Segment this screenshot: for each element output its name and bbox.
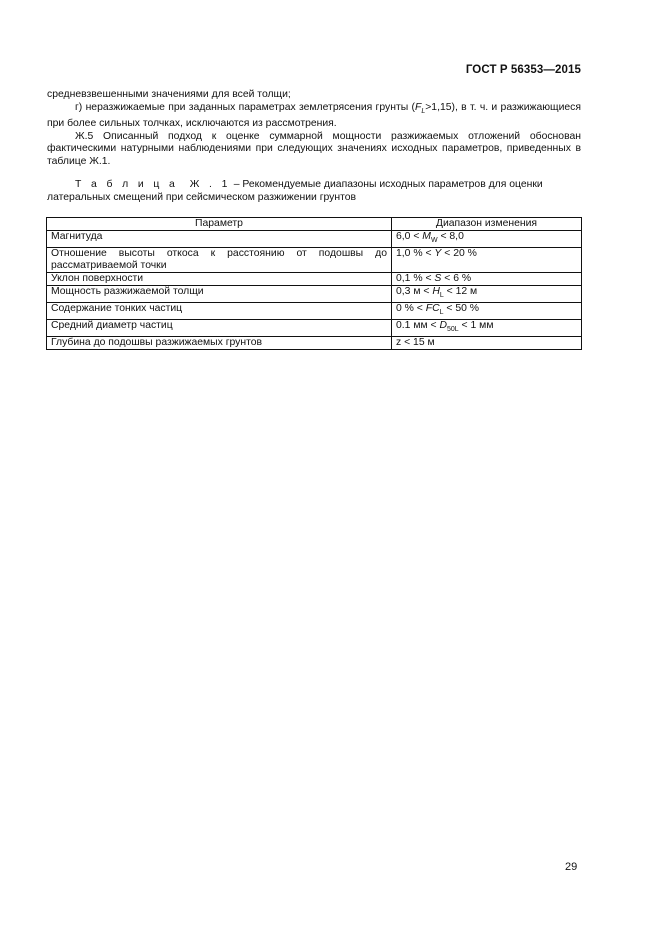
page-number: 29 [565, 861, 578, 873]
column-header-parameter: Параметр [47, 218, 392, 231]
body-text [47, 89, 581, 169]
parameter-cell: Содержание тонких частиц [47, 303, 392, 320]
paragraph-3: Ж.5 Описанный подход к оценке суммарной мощности разжижаемых отложений обоснован фактическими натурными наблюдениями при следующих значениях исходных параметров, приведенных в таблице Ж.1. [47, 130, 581, 168]
table-caption-number: Ж . 1 [189, 179, 231, 190]
document-code: ГОСТ Р 56353—2015 [465, 64, 581, 76]
table-row [47, 337, 582, 350]
table-row [47, 286, 582, 303]
table-header-row [47, 218, 582, 231]
range-cell: 0,3 $м < H_L < 12$ м [392, 286, 582, 303]
column-header-range: Диапазон изменения [392, 218, 582, 231]
parameter-cell: Отношение высоты откоса к расстоянию от подошвы до рассматриваемой точки [47, 248, 392, 273]
table-row [47, 248, 582, 273]
parameter-cell: Средний диаметр частиц [47, 320, 392, 337]
parameter-cell: Магнитуда [47, 231, 392, 248]
range-cell: 1,0 % < Y < 20 % [392, 248, 582, 273]
table-caption-label: Т а б л и ц а [75, 179, 179, 190]
range-cell: z < 15 м [392, 337, 582, 350]
table-row [47, 320, 582, 337]
range-cell: 0.1 мм < $D_{50L} < 1$ мм [392, 320, 582, 337]
parameters-table [46, 217, 582, 350]
table-row [47, 303, 582, 320]
table-body [47, 231, 582, 350]
range-cell: $6,0 < M_W < 8,0$ [392, 231, 582, 248]
parameter-cell: Мощность разжижаемой толщи [47, 286, 392, 303]
range-cell: 0 % < $FC_L < 50$ % [392, 303, 582, 320]
parameter-cell: Уклон поверхности [47, 273, 392, 286]
paragraph-2: г) неразжижаемые при заданных параметрах землетрясения грунты $(F_L>1,15)$, в т. ч. и разжижающиеся при более сильных толчках, исключаются из рассмотрения. [47, 101, 581, 130]
table-caption [47, 179, 581, 204]
range-cell: 0,1 % < S < 6 % [392, 273, 582, 286]
table-caption-text: – Рекомендуемые диапазоны исходных параметров для оценки латеральных смещений при сейсмическом разжижении грунтов [47, 179, 543, 203]
paragraph-1: средневзвешенными значениями для всей толщи; [47, 89, 291, 100]
parameter-cell: Глубина до подошвы разжижаемых грунтов [47, 337, 392, 350]
table-row [47, 231, 582, 248]
table-row [47, 273, 582, 286]
